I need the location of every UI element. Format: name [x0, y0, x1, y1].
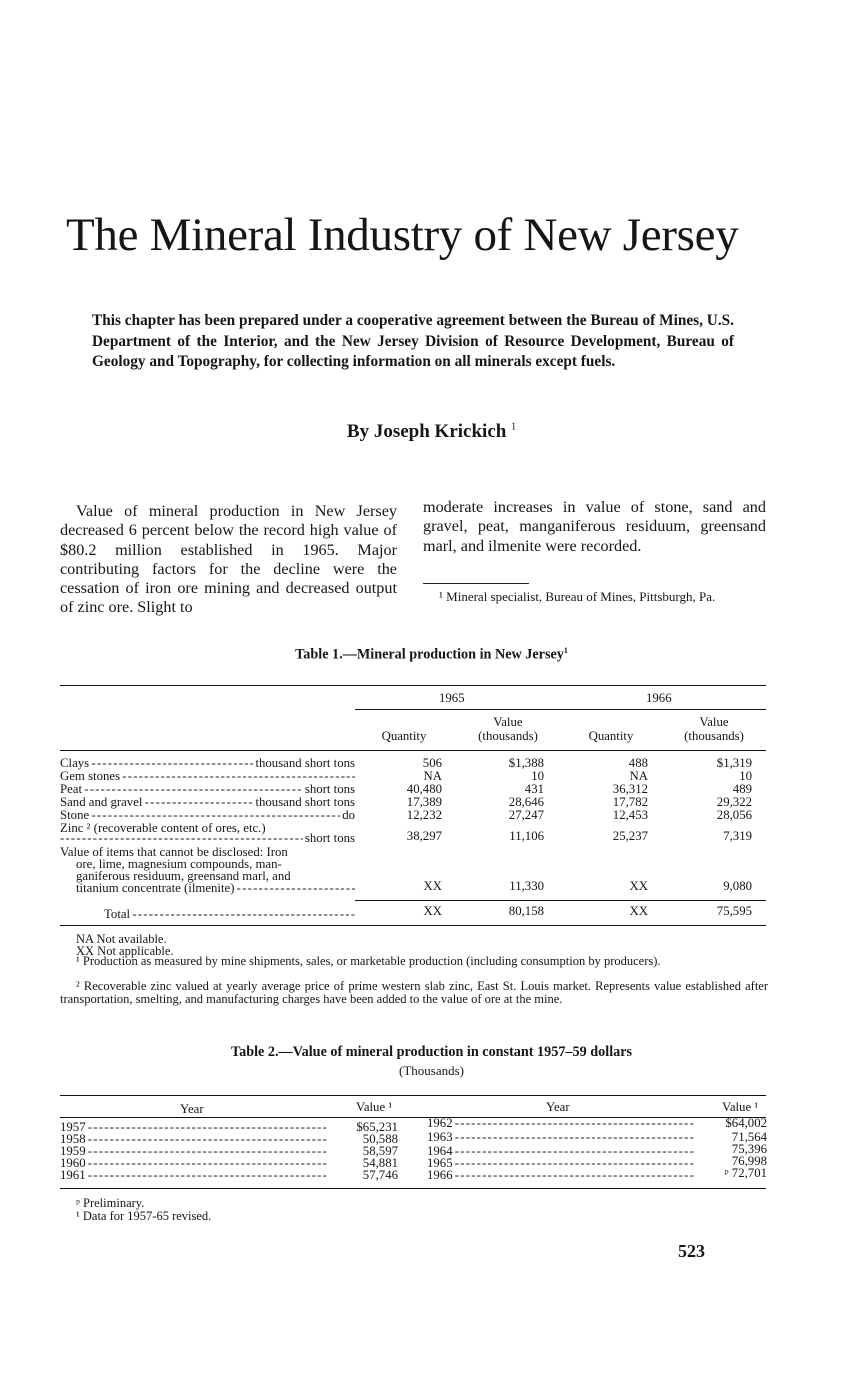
table2-value: 58,597 [362, 1144, 398, 1158]
table1-caption: Table 1.—Mineral production in New Jersey$^1$ [295, 646, 568, 663]
table1-row-unit: thousand short tons [255, 796, 355, 809]
author-footnote-mark: 1 [511, 421, 517, 433]
table1-cell: 10 [739, 769, 752, 783]
table1-cell: NA [629, 769, 648, 783]
table2-year: 1962 - - - [427, 1117, 695, 1130]
table2-value: 50,588 [362, 1132, 398, 1146]
table1-cell: 28,646 [508, 795, 544, 809]
table1-total-cell: 75,595 [716, 904, 752, 918]
table1-cell: 489 [732, 782, 752, 796]
table1-row-label: ore, lime, magnesium compounds, man- [76, 858, 282, 871]
table1-cell: 10 [531, 769, 544, 783]
table1-bottom-rule [60, 925, 766, 926]
page-title: The Mineral Industry of New Jersey [66, 209, 739, 261]
table2-bottom-rule [60, 1188, 766, 1189]
table2-col-year-left: Year [180, 1102, 204, 1116]
table1-cell: $1,388 [508, 756, 544, 770]
table1-total-cell: XX [629, 904, 648, 918]
table2-year: 1959 - - - [60, 1145, 328, 1158]
table1-row-label: Gem stones - - - [60, 770, 355, 783]
body-text-right-column: moderate increases in value of stone, sand and gravel, peat, manganiferous residuum, greensand marl, and ilmenite were recorded. [423, 498, 766, 555]
table1-cell: 38,297 [406, 829, 442, 843]
table1-cell: 7,319 [723, 829, 752, 843]
table1-footnote-2: ² Recoverable zinc valued at yearly average price of prime western slab zinc, East St. Louis market. Represents value established after transportation, smelting, and manufacturing charges have been added to the value of ore at the mine. [60, 979, 768, 1006]
table1-cell: 9,080 [723, 879, 752, 893]
table1-cell: XX [423, 879, 442, 893]
table1-row-unit-line [60, 832, 355, 845]
table2-year: 1957 - - - [60, 1121, 328, 1134]
table2-year: 1961 - - - [60, 1169, 328, 1182]
table1-year-1966: 1966 [646, 691, 672, 705]
table1-cell: 27,247 [508, 808, 544, 822]
table1-total-cell: XX [423, 904, 442, 918]
table1-row-unit: short tons [304, 832, 355, 845]
table1-cell: 11,106 [509, 829, 544, 843]
table1-row-label: titanium concentrate (ilmenite) - - - [76, 882, 355, 895]
table2-col-value-left: Value ¹ [356, 1100, 393, 1114]
table1-year-1965: 1965 [439, 691, 465, 705]
table2-value: $64,002 [725, 1116, 767, 1130]
table2-value: 54,881 [362, 1156, 398, 1170]
table1-col-value-1966: Value (thousands) [684, 715, 744, 743]
table2-year: 1958 - - - [60, 1133, 328, 1146]
table2-subcaption: (Thousands) [399, 1063, 464, 1078]
table2-top-rule [60, 1095, 766, 1096]
table1-cell: 12,453 [612, 808, 648, 822]
table1-row-label: Clays thousand short tons - - - [60, 757, 355, 770]
table1-cell: XX [629, 879, 648, 893]
table1-col-quantity-1965: Quantity [381, 729, 427, 743]
table1-row-unit: do [342, 809, 355, 822]
table1-row-unit: short tons [304, 783, 355, 796]
table1-footnote-1: ¹ Production as measured by mine shipments, sales, or marketable production (including consumption by producers). [76, 954, 661, 968]
table2-value: $65,231 [356, 1120, 398, 1134]
table1-cell: $1,319 [716, 756, 752, 770]
table2-caption: Table 2.—Value of mineral production in constant 1957–59 dollars [230, 1044, 633, 1060]
table2-value: 75,396 [731, 1142, 767, 1156]
table1-total-cell: 80,158 [508, 904, 544, 918]
footnote-rule [423, 583, 529, 584]
table1-row-unit: thousand short tons [255, 757, 355, 770]
table1-top-rule [60, 685, 766, 686]
table1-cell: 11,330 [509, 879, 544, 893]
table2-value: 71,564 [731, 1130, 767, 1144]
table1-row-label: Sand and gravel thousand short tons - - - [60, 796, 355, 809]
table1-cell: 488 [628, 756, 648, 770]
table1-cell: 28,056 [716, 808, 752, 822]
table1-caption-mark: 1 [563, 646, 568, 655]
table2-year: 1960 - - - [60, 1157, 328, 1170]
table1-row-label: Peat short tons - - - [60, 783, 355, 796]
table1-cell: 17,389 [406, 795, 442, 809]
body-text-left-column: Value of mineral production in New Jersey decreased 6 percent below the record high value of $80.2 million established in 1965. Major contributing factors for the decline were the cessation of iron ore mining and decreased output of zinc ore. Slight to [60, 502, 397, 617]
table1-row-label: Stone do - - - [60, 809, 355, 822]
table2-value: 57,746 [362, 1168, 398, 1182]
table1-total-rule [355, 900, 766, 901]
table2-year: 1965 - - - [427, 1157, 695, 1170]
table1-col-value-1965: Value (thousands) [478, 715, 538, 743]
page-number: 523 [678, 1241, 705, 1261]
table1-year-rule [355, 709, 766, 710]
table1-total-label: Total - - - [104, 908, 355, 921]
table2-col-value-right: Value ¹ [722, 1100, 759, 1114]
author-footnote: ¹ Mineral specialist, Bureau of Mines, Pittsburgh, Pa. [439, 589, 716, 604]
author-name: By Joseph Krickich [346, 421, 507, 442]
author-byline [0, 421, 863, 443]
table2-year: 1963 - - - [427, 1131, 695, 1144]
table1-cell: 36,312 [612, 782, 648, 796]
table1-note-xx: XX Not applicable. [76, 944, 174, 958]
table2-year: 1964 - - - [427, 1145, 695, 1158]
table1-row-label: Zinc ² (recoverable content of ores, etc.) [60, 822, 266, 835]
table1-cell: 431 [524, 782, 544, 796]
table1-cell: NA [423, 769, 442, 783]
table1-cell: 12,232 [406, 808, 442, 822]
table1-header-rule [60, 750, 766, 751]
table2-value: 76,998 [731, 1154, 767, 1168]
table1-col-quantity-1966: Quantity [588, 729, 634, 743]
table1-cell: 506 [422, 756, 442, 770]
table2-col-year-right: Year [546, 1100, 570, 1114]
table1-row-label: ganiferous residuum, greensand marl, and [76, 870, 291, 883]
table1-cell: 25,237 [612, 829, 648, 843]
table2-note-preliminary: ᵖ Preliminary. [76, 1196, 145, 1210]
table1-cell: 40,480 [406, 782, 442, 796]
table1-cell: 29,322 [716, 795, 752, 809]
cooperative-agreement-note: This chapter has been prepared under a cooperative agreement between the Bureau of Mines, U.S. Department of the Interior, and the New Jersey Division of Resource Development, Bureau of Geology and Topography, for collecting information on all minerals except fuels. [92, 312, 734, 370]
table1-row-label: Value of items that cannot be disclosed: Iron [60, 846, 288, 859]
table2-value: ᵖ 72,701 [724, 1166, 767, 1180]
table1-note-na: NA Not available. [76, 932, 167, 946]
table2-footnote-1: ¹ Data for 1957-65 revised. [76, 1209, 212, 1223]
table1-cell: 17,782 [612, 795, 648, 809]
table2-year: 1966 - - - [427, 1169, 695, 1182]
